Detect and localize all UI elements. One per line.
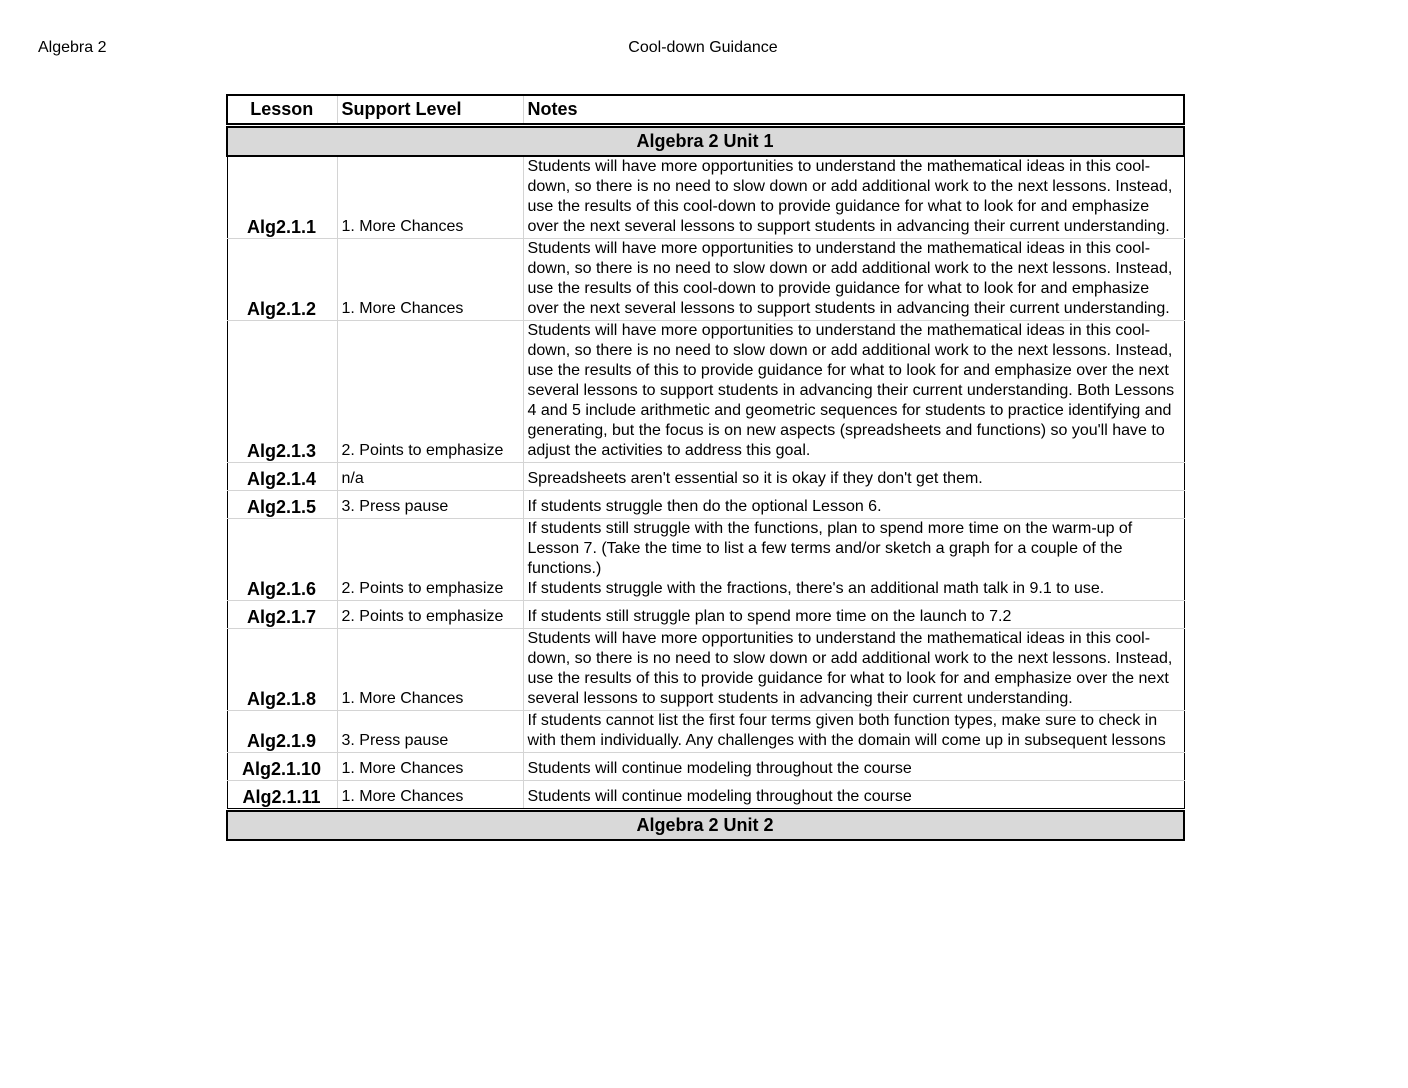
table-header-row <box>227 95 1184 124</box>
guidance-table <box>226 94 1185 841</box>
unit-1-header-row <box>227 127 1184 156</box>
notes-cell: If students struggle then do the optional Lesson 6. <box>523 491 1184 519</box>
support-level-cell: 3. Press pause <box>337 711 523 753</box>
lesson-cell: Alg2.1.11 <box>227 781 337 809</box>
lesson-cell: Alg2.1.7 <box>227 601 337 629</box>
notes-cell <box>523 519 1184 601</box>
column-header-notes: Notes <box>523 95 1184 124</box>
notes-cell: Students will have more opportunities to understand the mathematical ideas in this cool-down, so there is no need to slow down or add additional work to the next lessons. Instead, use the results of this cool-down to provide guidance for what to look for and emphasize over the next several lessons to support students in advancing their current understanding. <box>523 156 1184 239</box>
notes-cell: Students will have more opportunities to understand the mathematical ideas in this cool-down, so there is no need to slow down or add additional work to the next lessons. Instead, use the results of this to provide guidance for what to look for and emphasize over the next several lessons to support students in advancing their current understanding. <box>523 629 1184 711</box>
notes-cell: Students will have more opportunities to understand the mathematical ideas in this cool-down, so there is no need to slow down or add additional work to the next lessons. Instead, use the results of this cool-down to provide guidance for what to look for and emphasize over the next several lessons to support students in advancing their current understanding. <box>523 239 1184 321</box>
notes-paragraph: If students struggle with the fractions, there's an additional math talk in 9.1 to use. <box>527 580 1105 597</box>
lesson-cell: Alg2.1.9 <box>227 711 337 753</box>
lesson-cell: Alg2.1.3 <box>227 321 337 463</box>
notes-paragraph: If students still struggle with the functions, plan to spend more time on the warm-up of Lesson 7. (Take the time to list a few terms and/or sketch a graph for a couple of the functions.) <box>527 520 1133 577</box>
notes-cell: Students will continue modeling throughout the course <box>523 781 1184 809</box>
support-level-cell: 1. More Chances <box>337 239 523 321</box>
table-row <box>227 781 1184 809</box>
lesson-cell: Alg2.1.5 <box>227 491 337 519</box>
lesson-cell: Alg2.1.6 <box>227 519 337 601</box>
table-row <box>227 321 1184 463</box>
lesson-cell: Alg2.1.10 <box>227 753 337 781</box>
support-level-cell: 1. More Chances <box>337 753 523 781</box>
support-level-cell: 2. Points to emphasize <box>337 519 523 601</box>
support-level-cell: 1. More Chances <box>337 781 523 809</box>
support-level-cell: 2. Points to emphasize <box>337 601 523 629</box>
table-row <box>227 156 1184 239</box>
support-level-cell: n/a <box>337 463 523 491</box>
page-header-course: Algebra 2 <box>38 39 107 56</box>
lesson-cell: Alg2.1.1 <box>227 156 337 239</box>
page-header-title: Cool-down Guidance <box>628 39 778 56</box>
table-row <box>227 239 1184 321</box>
lesson-cell: Alg2.1.2 <box>227 239 337 321</box>
unit-1-title: Algebra 2 Unit 1 <box>227 127 1184 156</box>
notes-cell: Students will continue modeling throughout the course <box>523 753 1184 781</box>
table-row <box>227 463 1184 491</box>
table-row <box>227 753 1184 781</box>
unit-2-title: Algebra 2 Unit 2 <box>227 811 1184 840</box>
support-level-cell: 1. More Chances <box>337 156 523 239</box>
lesson-cell: Alg2.1.4 <box>227 463 337 491</box>
table-row <box>227 491 1184 519</box>
notes-cell: Students will have more opportunities to understand the mathematical ideas in this cool-down, so there is no need to slow down or add additional work to the next lessons. Instead, use the results of this to provide guidance for what to look for and emphasize over the next several lessons to support students in advancing their current understanding. Both Lessons 4 and 5 include arithmetic and geometric sequences for students to practice identifying and generating, but the focus is on new aspects (spreadsheets and functions) so you'll have to adjust the activities to address this goal. <box>523 321 1184 463</box>
notes-cell: If students cannot list the first four terms given both function types, make sure to check in with them individually. Any challenges with the domain will come up in subsequent lessons <box>523 711 1184 753</box>
support-level-cell: 2. Points to emphasize <box>337 321 523 463</box>
column-header-support-level: Support Level <box>337 95 523 124</box>
support-level-cell: 3. Press pause <box>337 491 523 519</box>
unit-2-header-row <box>227 811 1184 840</box>
guidance-table-container <box>226 94 1183 841</box>
table-row <box>227 601 1184 629</box>
table-row <box>227 519 1184 601</box>
table-row <box>227 711 1184 753</box>
column-header-lesson: Lesson <box>227 95 337 124</box>
lesson-cell: Alg2.1.8 <box>227 629 337 711</box>
support-level-cell: 1. More Chances <box>337 629 523 711</box>
table-row <box>227 629 1184 711</box>
notes-cell: Spreadsheets aren't essential so it is okay if they don't get them. <box>523 463 1184 491</box>
notes-cell: If students still struggle plan to spend more time on the launch to 7.2 <box>523 601 1184 629</box>
